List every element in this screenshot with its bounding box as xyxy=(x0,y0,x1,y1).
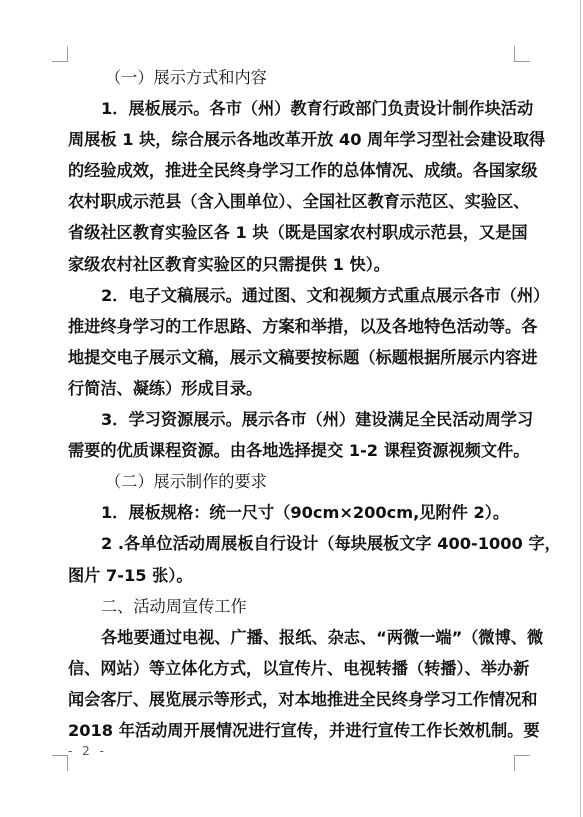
section-heading: （二）展示制作的要求 xyxy=(105,472,267,492)
paragraph-line: 的经验成效，推进全民终身学习工作的总体情况、成绩。各国家级 xyxy=(68,161,538,181)
paragraph-line: 1．展板展示。各市（州）教育行政部门负责设计制作块活动 xyxy=(101,99,534,119)
paragraph-line: 信、网站）等立体化方式，以宣传片、电视转播（转播）、举办新 xyxy=(68,658,530,678)
document-body xyxy=(68,62,561,746)
crop-mark xyxy=(52,755,68,756)
paragraph-line: 地提交电子展示文稿，展示文稿要按标题（标题根据所展示内容进 xyxy=(68,347,538,367)
paragraph-line: 2018 年活动周开展情况进行宣传，并进行宣传工作长效机制。要 xyxy=(68,720,540,740)
paragraph-line: 1．展板规格：统一尺寸（90cm×200cm,见附件 2）。 xyxy=(101,503,510,523)
paragraph-line: 3．学习资源展示。展示各市（州）建设满足全民活动周学习 xyxy=(101,410,534,430)
crop-mark xyxy=(514,46,515,62)
paragraph-line: 闻会客厅、展览展示等形式，对本地推进全民终身学习工作情况和 xyxy=(68,689,538,709)
paragraph-line: 2 .各单位活动周展板自行设计（每块展板文字 400-1000 字， xyxy=(101,534,561,554)
crop-mark xyxy=(52,61,68,62)
crop-mark xyxy=(67,46,68,62)
paragraph-line: 周展板 1 块，综合展示各地改革开放 40 周年学习型社会建设取得 xyxy=(68,130,546,150)
paragraph-line: 行简洁、凝练）形成目录。 xyxy=(68,378,263,398)
page-frame-edge xyxy=(580,0,581,817)
paragraph-line: 省级社区教育实验区各 1 块（既是国家农村职成示范县，又是国 xyxy=(68,223,528,243)
section-heading: 二、活动周宣传工作 xyxy=(101,596,247,616)
paragraph-line: 2．电子文稿展示。通过图、文和视频方式重点展示各市（州） xyxy=(101,285,550,305)
crop-mark xyxy=(514,755,530,756)
page-number: - 2 - xyxy=(68,744,107,758)
crop-mark xyxy=(514,755,515,771)
section-heading: （一）展示方式和内容 xyxy=(105,68,267,87)
paragraph-line: 各地要通过电视、广播、报纸、杂志、“两微一端”（微博、微 xyxy=(101,627,544,647)
paragraph-line: 需要的优质课程资源。由各地选择提交 1-2 课程资源视频文件。 xyxy=(68,441,530,461)
paragraph-line: 推进终身学习的工作思路、方案和举措，以及各地特色活动等。各 xyxy=(68,316,538,336)
paragraph-line: 图片 7-15 张）。 xyxy=(68,565,193,585)
paragraph-line: 家级农村社区教育实验区的只需提供 1 快）。 xyxy=(68,254,390,274)
paragraph-line: 农村职成示范县（含入围单位）、全国社区教育示范区、实验区、 xyxy=(68,192,530,212)
